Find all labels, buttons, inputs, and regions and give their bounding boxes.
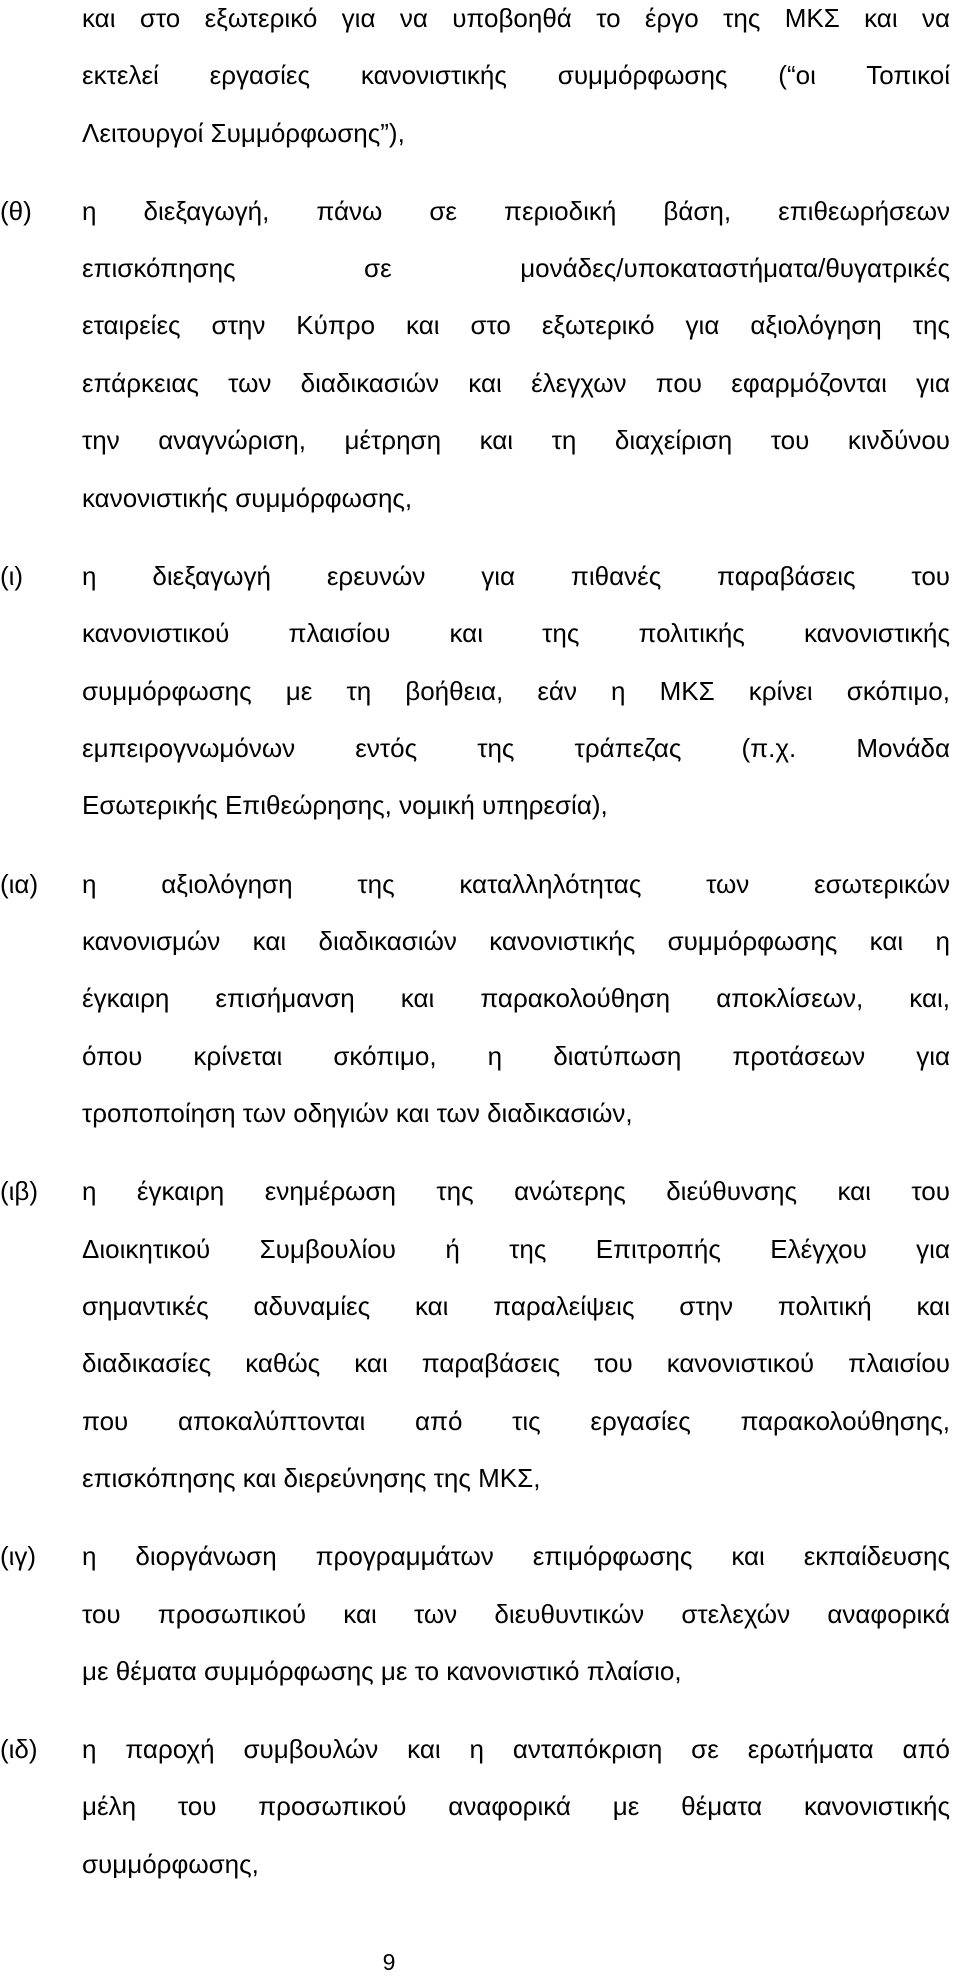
paragraph-line: Λειτουργοί Συμμόρφωσης”), (82, 118, 405, 148)
item-line: επάρκειας των διαδικασιών και έλεγχων που εφαρμόζονται για (82, 368, 950, 398)
item-line: εταιρείες στην Κύπρο και στο εξωτερικό για αξιολόγηση της (82, 310, 950, 340)
item-line: διαδικασίες καθώς και παραβάσεις του κανονιστικού πλαισίου (82, 1348, 950, 1378)
paragraph-line: και στο εξωτερικό για να υποβοηθά το έργο της ΜΚΣ και να (82, 3, 950, 33)
page-number: 9 (382, 1949, 396, 1975)
item-label: (ιβ) (0, 1176, 39, 1206)
item-line: όπου κρίνεται σκόπιμο, η διατύπωση προτάσεων για (82, 1041, 950, 1071)
item-line: έγκαιρη επισήμανση και παρακολούθηση αποκλίσεων, και, (82, 983, 950, 1013)
paragraph-line: εκτελεί εργασίες κανονιστικής συμμόρφωσης (“οι Τοπικοί (82, 60, 950, 90)
item-label: (ιγ) (0, 1541, 37, 1571)
item-line: η έγκαιρη ενημέρωση της ανώτερης διεύθυνσης και του (82, 1176, 950, 1206)
item-line: σημαντικές αδυναμίες και παραλείψεις στην πολιτική και (82, 1291, 950, 1321)
item-line: επισκόπησης και διερεύνησης της ΜΚΣ, (82, 1463, 541, 1493)
item-line: τροποποίηση των οδηγιών και των διαδικασιών, (82, 1098, 633, 1128)
item-line: του προσωπικού και των διευθυντικών στελεχών αναφορικά (82, 1599, 950, 1629)
item-line: συμμόρφωσης με τη βοήθεια, εάν η ΜΚΣ κρίνει σκόπιμο, (82, 676, 950, 706)
item-label: (ιδ) (0, 1734, 38, 1764)
item-line: Εσωτερικής Επιθεώρησης, νομική υπηρεσία), (82, 790, 608, 820)
item-line: που αποκαλύπτονται από τις εργασίες παρακολούθησης, (82, 1406, 950, 1436)
item-line: η διεξαγωγή ερευνών για πιθανές παραβάσεις του (82, 561, 950, 591)
item-line: εμπειρογνωμόνων εντός της τράπεζας (π.χ. Μονάδα (82, 733, 950, 763)
item-line: Διοικητικού Συμβουλίου ή της Επιτροπής Ελέγχου για (82, 1234, 950, 1264)
item-line: συμμόρφωσης, (82, 1849, 259, 1879)
item-line: κανονιστικού πλαισίου και της πολιτικής κανονιστικής (82, 618, 950, 648)
item-label: (ια) (0, 869, 39, 899)
item-line: κανονιστικής συμμόρφωσης, (82, 483, 413, 513)
item-line: επισκόπησης σε μονάδες/υποκαταστήματα/θυγατρικές (82, 253, 950, 283)
item-line: μέλη του προσωπικού αναφορικά με θέματα κανονιστικής (82, 1791, 950, 1821)
item-label: (ι) (0, 561, 24, 591)
item-line: η διεξαγωγή, πάνω σε περιοδική βάση, επιθεωρήσεων (82, 196, 950, 226)
item-line: η αξιολόγηση της καταλληλότητας των εσωτερικών (82, 869, 950, 899)
item-line: κανονισμών και διαδικασιών κανονιστικής συμμόρφωσης και η (82, 926, 950, 956)
item-line: η διοργάνωση προγραμμάτων επιμόρφωσης και εκπαίδευσης (82, 1541, 950, 1571)
item-line: την αναγνώριση, μέτρηση και τη διαχείριση του κινδύνου (82, 425, 950, 455)
item-line: με θέματα συμμόρφωσης με το κανονιστικό πλαίσιο, (82, 1656, 682, 1686)
item-label: (θ) (0, 196, 32, 226)
item-line: η παροχή συμβουλών και η ανταπόκριση σε ερωτήματα από (82, 1734, 950, 1764)
